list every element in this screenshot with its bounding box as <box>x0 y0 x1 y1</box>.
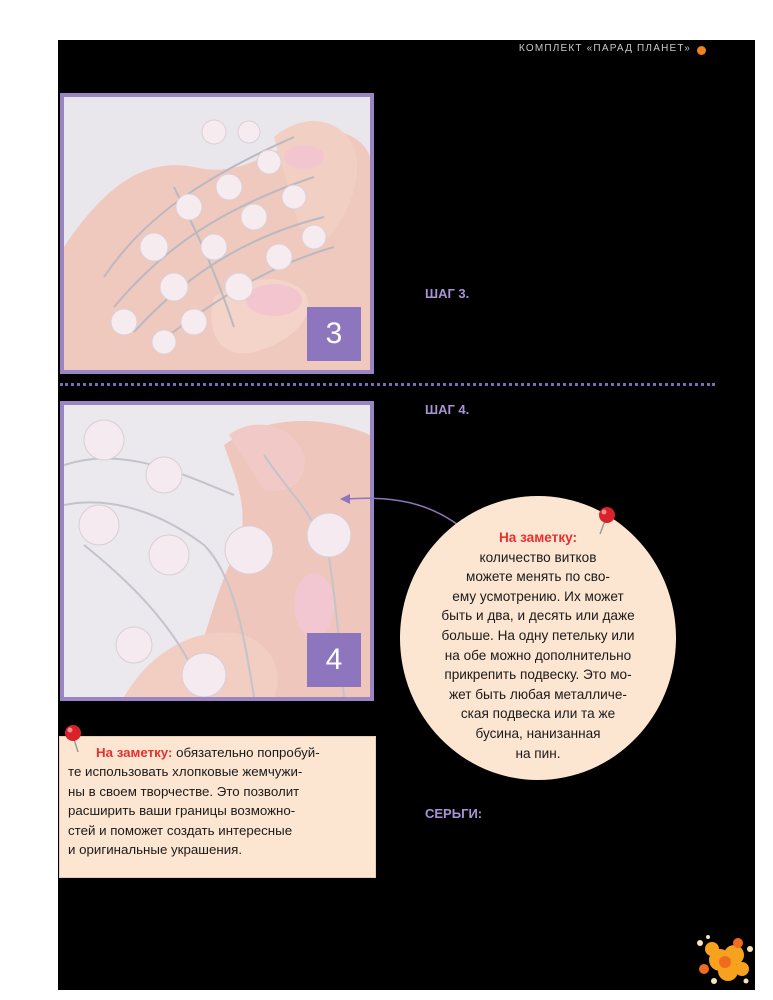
callout-line: на обе можно дополнительно <box>444 647 632 663</box>
callout-line: можете менять по сво- <box>466 569 610 585</box>
tip-text <box>68 743 364 859</box>
step-4-badge: 4 <box>307 633 361 687</box>
step-4-label: ШАГ 4. <box>425 402 470 417</box>
tip-line: ны в своем творчестве. Это позволит <box>68 783 300 799</box>
callout-line: количество витков <box>479 549 597 565</box>
tip-line: те использовать хлопковые жемчужи- <box>68 764 303 780</box>
callout-line: на пин. <box>515 745 561 761</box>
callout-line: ему усмотрению. Их может <box>452 588 624 604</box>
pushpin-icon <box>596 506 618 536</box>
callout-line: ская подвеска или та же <box>460 706 616 722</box>
tip-line: стей и поможет создать интересные <box>68 822 293 838</box>
step-3-label: ШАГ 3. <box>425 286 470 301</box>
note-callout-title: На заметку: <box>498 530 578 545</box>
tip-line: обязательно попробуй- <box>172 745 320 760</box>
tip-line: и оригинальные украшения. <box>68 842 243 858</box>
note-callout-text <box>412 528 664 763</box>
tip-title: На заметку: <box>96 745 173 760</box>
callout-line: быть и два, и десять или даже <box>441 608 635 624</box>
callout-line: прикрепить подвеску. Это мо- <box>444 667 632 683</box>
callout-line: бусина, нанизанная <box>475 725 601 741</box>
tip-line: расширить ваши границы возможно- <box>68 803 296 819</box>
decorative-flower-icon <box>690 925 760 995</box>
running-head: КОМПЛЕКТ «ПАРАД ПЛАНЕТ» <box>518 43 691 54</box>
step-3-badge: 3 <box>307 307 361 361</box>
callout-line: жет быть любая металличе- <box>449 686 627 702</box>
callout-line: больше. На одну петельку или <box>441 627 635 643</box>
earrings-label: СЕРЬГИ: <box>425 806 483 821</box>
